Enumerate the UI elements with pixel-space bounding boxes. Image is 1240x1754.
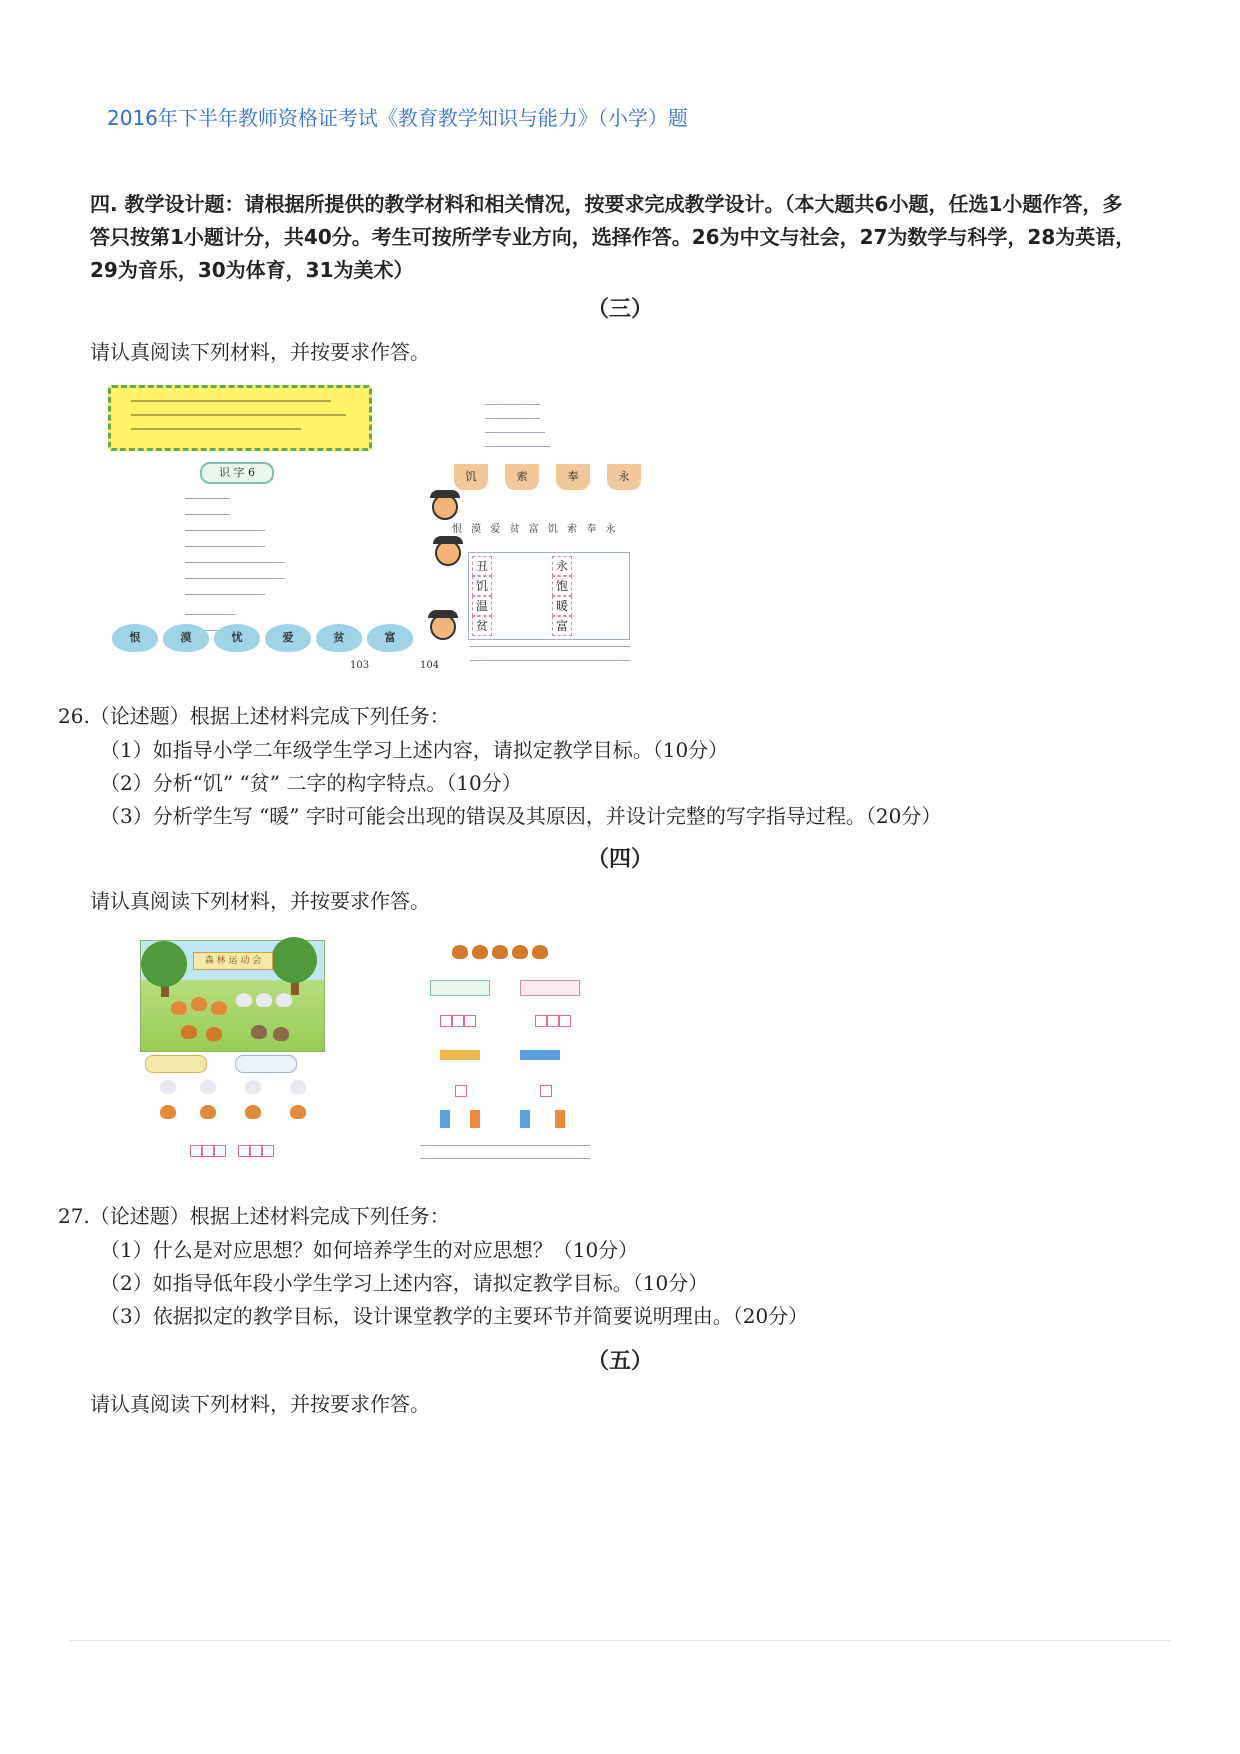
fruit-box xyxy=(430,980,490,996)
cartoon-kid-icon xyxy=(430,614,456,640)
page-title: 2016年下半年教师资格证考试《教育教学知识与能力》（小学）题 xyxy=(107,106,688,130)
part-heading-5: （五） xyxy=(586,1349,653,1374)
grid-char: 饥 xyxy=(472,576,492,596)
grid-char: 永 xyxy=(552,556,572,576)
task-26-3: （3）分析学生写 “暖” 字时可能会出现的错误及其原因，并设计完整的写字指导过程。（20分） xyxy=(100,804,942,828)
cartoon-kid-icon xyxy=(435,540,461,566)
leaf-char: 忧 xyxy=(214,624,260,652)
leaf-char: 富 xyxy=(367,624,413,652)
lesson-title-badge: 识 字 6 xyxy=(200,462,274,484)
sports-meet-banner: 森 林 运 动 会 xyxy=(193,952,273,970)
pot-char: 永 xyxy=(607,464,641,490)
cartoon-kid-icon xyxy=(432,494,458,520)
grid-char: 贫 xyxy=(472,616,492,636)
footer-divider xyxy=(70,1640,1170,1641)
question-26-label: 26.（论述题）根据上述材料完成下列任务： xyxy=(58,704,450,728)
section-heading: 四. 教学设计题：请根据所提供的教学材料和相关情况，按要求完成教学设计。（本大题共6小题，任选1小题作答，多答只按第1小题计分，共40分。考生可按所学专业方向，选择作答。26为中文与社会，27为数学与科学，28为英语，29为音乐，30为体育，31为美术） xyxy=(90,192,1136,282)
speech-bubble xyxy=(145,1055,207,1073)
leaf-char: 爱 xyxy=(265,624,311,652)
task-27-3: （3）依据拟定的教学目标，设计课堂教学的主要环节并简要说明理由。（20分） xyxy=(100,1304,809,1328)
grid-char: 温 xyxy=(472,596,492,616)
grid-char: 暖 xyxy=(552,596,572,616)
leaf-char: 贫 xyxy=(316,624,362,652)
page-number-right: 104 xyxy=(420,660,440,671)
task-26-2: （2）分析“饥” “贫” 二字的构字特点。（10分） xyxy=(100,771,522,795)
task-27-1: （1）什么是对应思想？如何培养学生的对应思想？（10分） xyxy=(100,1238,639,1262)
pot-char: 饥 xyxy=(454,464,488,490)
page-number-left: 103 xyxy=(350,660,370,671)
question-27-label: 27.（论述题）根据上述材料完成下列任务： xyxy=(58,1204,450,1228)
instruction-3: 请认真阅读下列材料，并按要求作答。 xyxy=(90,340,430,364)
task-27-2: （2）如指导低年段小学生学习上述内容，请拟定教学目标。（10分） xyxy=(100,1271,709,1295)
part-heading-4: （四） xyxy=(586,847,653,872)
leaf-char: 漠 xyxy=(163,624,209,652)
poem-banner xyxy=(108,385,372,451)
pot-char: 索 xyxy=(505,464,539,490)
leaf-char: 恨 xyxy=(112,624,158,652)
char-row: 恨 漠 爱 贫 富 饥 索 奉 永 xyxy=(452,524,619,535)
pot-char: 奉 xyxy=(556,464,590,490)
part-heading-3: （三） xyxy=(586,297,653,322)
grid-char: 饱 xyxy=(552,576,572,596)
speech-bubble xyxy=(235,1055,297,1073)
instruction-5: 请认真阅读下列材料，并按要求作答。 xyxy=(90,1392,430,1416)
instruction-4: 请认真阅读下列材料，并按要求作答。 xyxy=(90,889,430,913)
grid-char: 富 xyxy=(552,616,572,636)
grid-char: 丑 xyxy=(472,556,492,576)
tracing-grid xyxy=(468,552,630,640)
task-26-1: （1）如指导小学二年级学生学习上述内容，请拟定教学目标。（10分） xyxy=(100,738,729,762)
fruit-box xyxy=(520,980,580,996)
